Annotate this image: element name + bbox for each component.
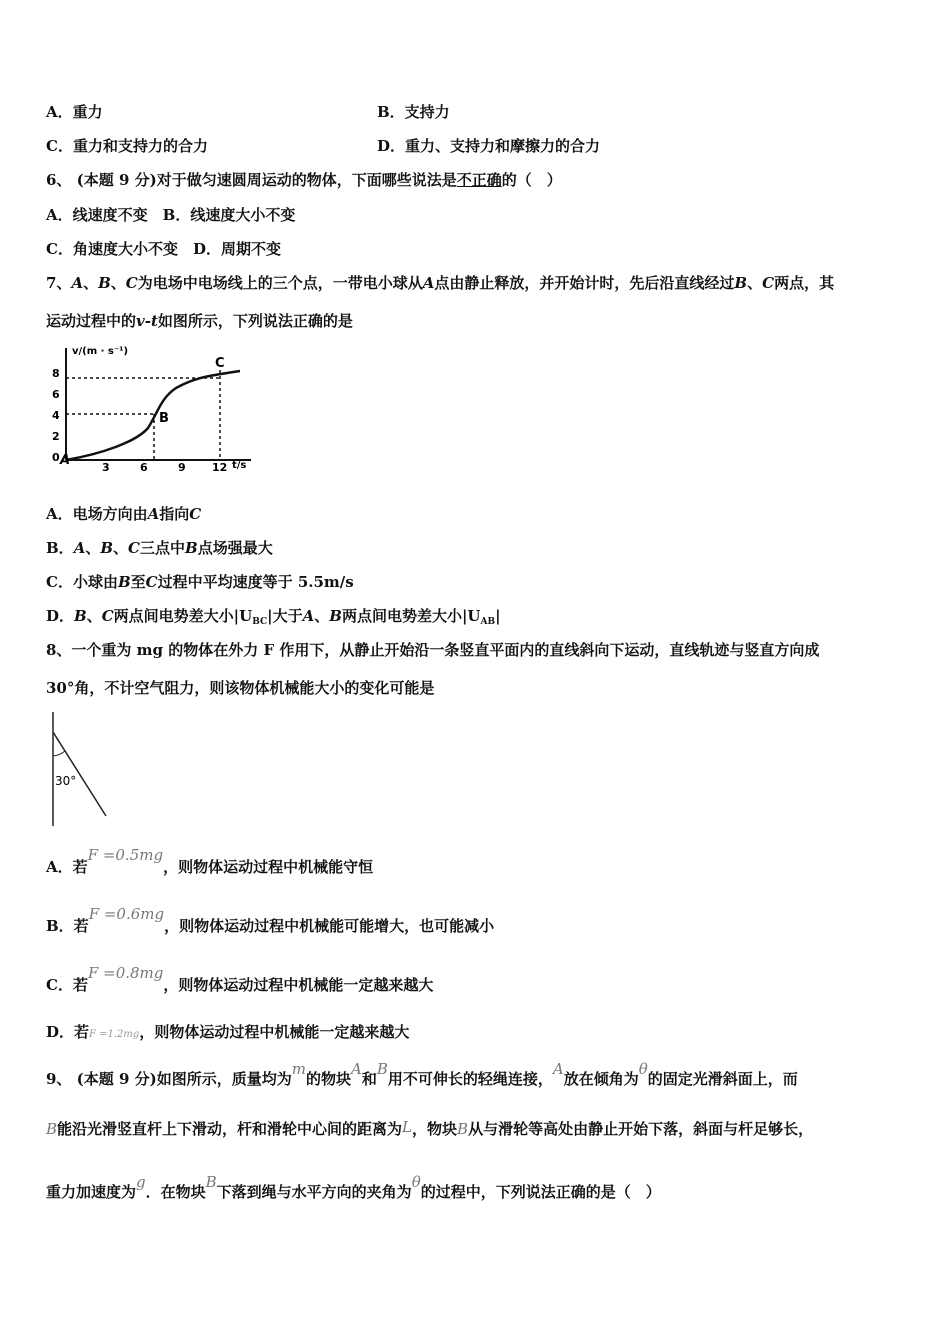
graph-xtick: 9 xyxy=(178,461,186,474)
angle-label: 30° xyxy=(55,774,77,788)
graph-ytick: 0 xyxy=(52,451,60,464)
graph-xlabel: t/s xyxy=(232,460,247,471)
q5-option-b: B．支持力 xyxy=(377,103,450,121)
q8-option-c: C．若F =0.8mg，则物体运动过程中机械能一定越来越大 xyxy=(46,964,434,994)
q9-stem-line1: 9、 (本题 9 分)如图所示，质量均为m的物块A和B用不可伸长的轻绳连接，A放在倾角为θ的固定光滑斜面上，而 xyxy=(46,1060,798,1088)
q7-stem-line1: 7、A、B、C为电场中电场线上的三个点，一带电小球从A点由静止释放，并开始计时，先后沿直线经过B、C两点，其 xyxy=(46,274,835,292)
q8-option-d: D．若F =1.2mg，则物体运动过程中机械能一定越来越大 xyxy=(46,1023,410,1041)
graph-xtick: 3 xyxy=(102,461,110,474)
q6-options-ab: A．线速度不变 B．线速度大小不变 xyxy=(46,206,296,224)
q8-stem-line2: 30°角，不计空气阻力，则该物体机械能大小的变化可能是 xyxy=(46,679,435,697)
graph-ylabel: v/(m · s⁻¹) xyxy=(72,346,129,357)
q8-incline-diagram xyxy=(46,710,116,830)
graph-point-b: B xyxy=(159,411,169,426)
q8-stem-line1: 8、一个重为 mg 的物体在外力 F 作用下，从静止开始沿一条竖直平面内的直线斜向下运动，直线轨迹与竖直方向成 xyxy=(46,641,820,659)
q7-option-d: D．B、C两点间电势差大小$|U_{BC}|$大于A、B两点间电势差大小$|U_{AB}|$ xyxy=(46,607,501,627)
q7-option-b: B．A、B、C三点中B点场强最大 xyxy=(46,539,273,557)
graph-xtick: 6 xyxy=(140,461,148,474)
q5-option-a: A．重力 xyxy=(46,103,103,121)
q7-option-a: A．电场方向由A指向C xyxy=(46,505,202,523)
graph-ytick: 4 xyxy=(52,409,60,422)
q7-vt-graph xyxy=(46,340,261,475)
q5-option-c: C．重力和支持力的合力 xyxy=(46,137,208,155)
q6-options-cd: C．角速度大小不变 D．周期不变 xyxy=(46,240,281,258)
q5-option-d: D．重力、支持力和摩擦力的合力 xyxy=(377,137,601,155)
q7-option-c: C．小球由B至C过程中平均速度等于 5.5m/s xyxy=(46,573,354,591)
graph-xtick: 12 xyxy=(212,461,228,474)
q9-stem-line2: B能沿光滑竖直杆上下滑动，杆和滑轮中心间的距离为L，物块B从与滑轮等高处由静止开始下落，斜面与杆足够长， xyxy=(46,1118,814,1138)
graph-ytick: 8 xyxy=(52,367,60,380)
graph-point-c: C xyxy=(215,356,225,371)
graph-ytick: 2 xyxy=(52,430,60,443)
q6-stem: 6、 (本题 9 分)对于做匀速圆周运动的物体，下面哪些说法是不正确的（ ） xyxy=(46,171,562,189)
graph-point-a: A xyxy=(60,453,71,468)
vt-curve xyxy=(66,371,240,460)
graph-ytick: 6 xyxy=(52,388,60,401)
q9-stem-line3: 重力加速度为g．在物块B下落到绳与水平方向的夹角为θ的过程中，下列说法正确的是（ ） xyxy=(46,1173,661,1201)
q8-option-a: A．若F =0.5mg，则物体运动过程中机械能守恒 xyxy=(46,846,374,876)
q8-option-b: B．若F =0.6mg，则物体运动过程中机械能可能增大，也可能减小 xyxy=(46,905,495,935)
q7-stem-line2: 运动过程中的v-t如图所示，下列说法正确的是 xyxy=(46,312,353,330)
